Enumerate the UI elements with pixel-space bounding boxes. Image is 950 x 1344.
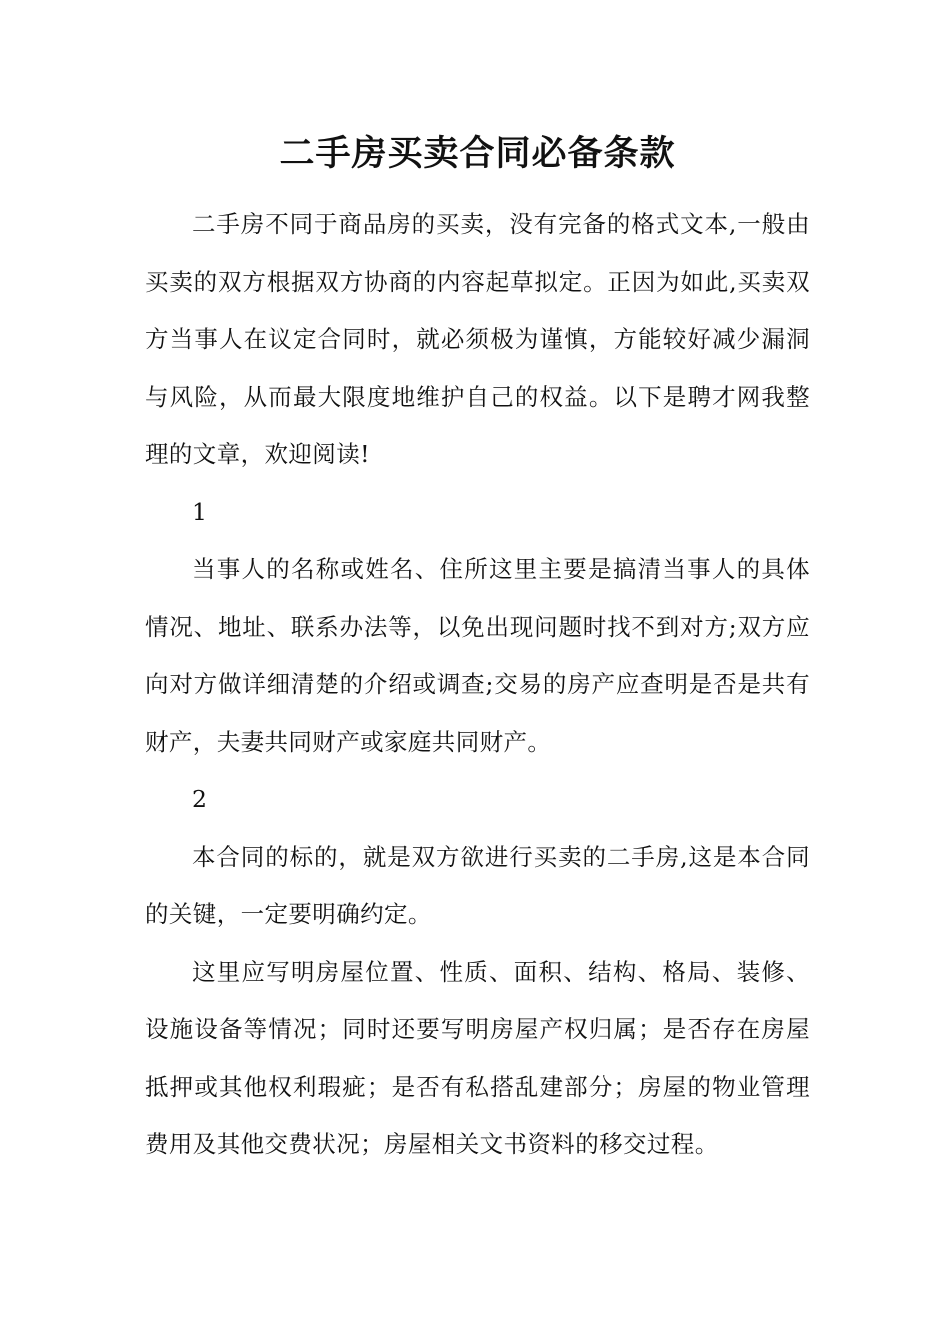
document-title: 二手房买卖合同必备条款 xyxy=(279,133,676,174)
subject-paragraph: 本合同的标的，就是双方欲进行买卖的二手房,这是本合同的关键，一定要明确约定。 xyxy=(145,842,810,928)
intro-paragraph: 二手房不同于商品房的买卖，没有完备的格式文本,一般由买卖的双方根据双方协商的内容起草拟定。正因为如此,买卖双方当事人在议定合同时，就必须极为谨慎，方能较好减少漏洞与风险，从而最大限度地维护自己的权益。以下是聘才网我整理的文章，欢迎阅读! xyxy=(145,210,810,468)
document-body xyxy=(145,196,810,1174)
section-number-1: 1 xyxy=(192,497,208,526)
parties-paragraph: 当事人的名称或姓名、住所这里主要是搞清当事人的具体情况、地址、联系办法等，以免出现问题时找不到对方;双方应向对方做详细清楚的介绍或调查;交易的房产应查明是否是共有财产，夫妻共同财产或家庭共同财产。 xyxy=(145,555,810,756)
section-number-2: 2 xyxy=(192,785,208,813)
property-details-paragraph: 这里应写明房屋位置、性质、面积、结构、格局、装修、设施设备等情况；同时还要写明房屋产权归属；是否存在房屋抵押或其他权利瑕疵；是否有私搭乱建部分；房屋的物业管理费用及其他交费状况；房屋相关文书资料的移交过程。 xyxy=(145,957,810,1158)
